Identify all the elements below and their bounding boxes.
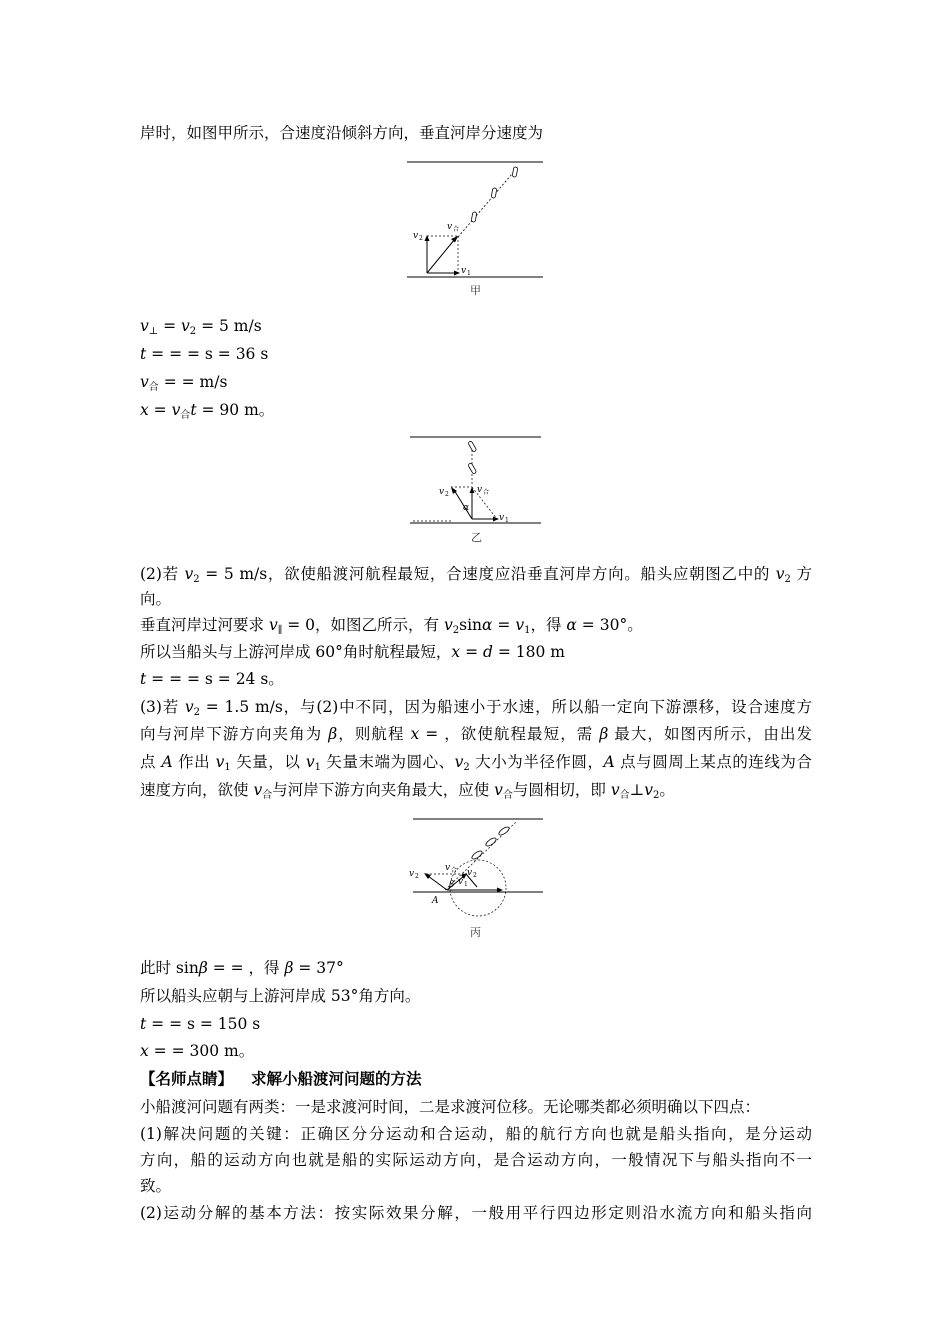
svg-text:2: 2 (445, 491, 449, 498)
para2-line1: (2)若 $v_2 = 5$ m/s，欲使船渡河航程最短，合速度应沿垂直河岸方向。船头应朝图乙中的 $v_2$ 方 (140, 565, 812, 585)
para4-line3: t = = s = 150 s (140, 1015, 261, 1033)
svg-text:α: α (463, 503, 470, 513)
svg-text:合: 合 (483, 489, 490, 496)
para3-line3: 点 A 作出 $v_1$ 矢量，以 $v_1$ 矢量末端为圆心、$v_2$ 大小为半径作圆，A 点与圆周上某点的连线为合 (140, 753, 812, 773)
svg-text:1: 1 (505, 517, 509, 524)
tip-line5: (2)运动分解的基本方法：按实际效果分解，一般用平行四边形定则沿水流方向和船头指向 (140, 1204, 812, 1222)
para2-line3: 垂直河岸过河要求 $v_\parallel = 0$，如图乙所示，有 $v_2\sin\alpha = v_1$，得 α = 30°。 (140, 616, 643, 636)
caption-jia: 甲 (470, 284, 481, 297)
eq-vhe: $v_合$ = = m/s (140, 373, 228, 393)
figure-yi (403, 430, 548, 548)
tip-line3: 方向，船的运动方向也就是船的实际运动方向，是合运动方向，一般情况下与船头指向不一 (140, 1151, 812, 1169)
label-v2: v (413, 231, 419, 241)
svg-text:v: v (409, 869, 415, 879)
label-v1: v (461, 266, 467, 276)
svg-text:A: A (432, 896, 439, 906)
tip-line1: 小船渡河问题有两类：一是求渡河时间，二是求渡河位移。无论哪类都必须明确以下四点： (140, 1098, 761, 1116)
svg-text:2: 2 (415, 873, 419, 880)
para2-line2: 向。 (140, 590, 172, 608)
svg-text:合: 合 (453, 226, 460, 233)
para4-line2: 所以船头应朝与上游河岸成 53°角方向。 (140, 987, 421, 1005)
svg-text:1: 1 (464, 881, 468, 888)
svg-text:合: 合 (451, 867, 458, 874)
caption-bing: 丙 (470, 926, 481, 939)
para2-line5: t = = = s = 24 s。 (140, 670, 284, 688)
svg-text:v: v (477, 485, 483, 495)
svg-text:v: v (445, 863, 451, 873)
svg-text:v: v (439, 487, 445, 497)
eq-x: $x = v_合t = 90$ m。 (140, 401, 275, 421)
tip-line2: (1)解决问题的关键：正确区分分运动和合运动，船的航行方向也就是船头指向，是分运动 (140, 1125, 812, 1143)
svg-text:v: v (499, 513, 505, 523)
svg-text:β: β (449, 880, 455, 890)
figure-jia (400, 155, 550, 300)
figure-bing (403, 812, 553, 942)
para4-line1: 此时 sinβ = = ，得 β = 37° (140, 959, 344, 977)
eq-vperp: $v_\perp = v_2 = 5$ m/s (140, 317, 262, 337)
svg-text:v: v (467, 868, 473, 878)
para3-line1: (3)若 $v_2 = 1.5$ m/s，与(2)中不同，因为船速小于水速，所以船一定向下游漂移，设合速度方 (140, 698, 812, 718)
svg-text:2: 2 (419, 235, 423, 242)
svg-text:2: 2 (473, 872, 477, 879)
svg-text:v: v (458, 877, 464, 887)
intro-line: 岸时，如图甲所示，合速度沿倾斜方向，垂直河岸分速度为 (140, 124, 544, 142)
svg-text:1: 1 (467, 270, 471, 277)
tip-heading: 【名师点睛】 求解小船渡河问题的方法 (140, 1069, 422, 1088)
tip-line4: 致。 (140, 1177, 172, 1195)
para3-line4: 速度方向，欲使 $v_合$与河岸下游方向夹角最大，应使 $v_合$与圆相切，即 $v_合\perp v_2$。 (140, 781, 675, 801)
para3-line2: 向与河岸下游方向夹角为 β，则航程 x = ，欲使航程最短，需 β 最大，如图丙所示，由出发 (140, 725, 812, 743)
para4-line4: x = = 300 m。 (140, 1042, 255, 1060)
caption-yi: 乙 (471, 531, 482, 544)
label-vhe: v (447, 222, 453, 232)
para2-line4: 所以当船头与上游河岸成 60°角时航程最短，x = d = 180 m (140, 643, 565, 661)
eq-t1: t = = = s = 36 s (140, 345, 269, 363)
